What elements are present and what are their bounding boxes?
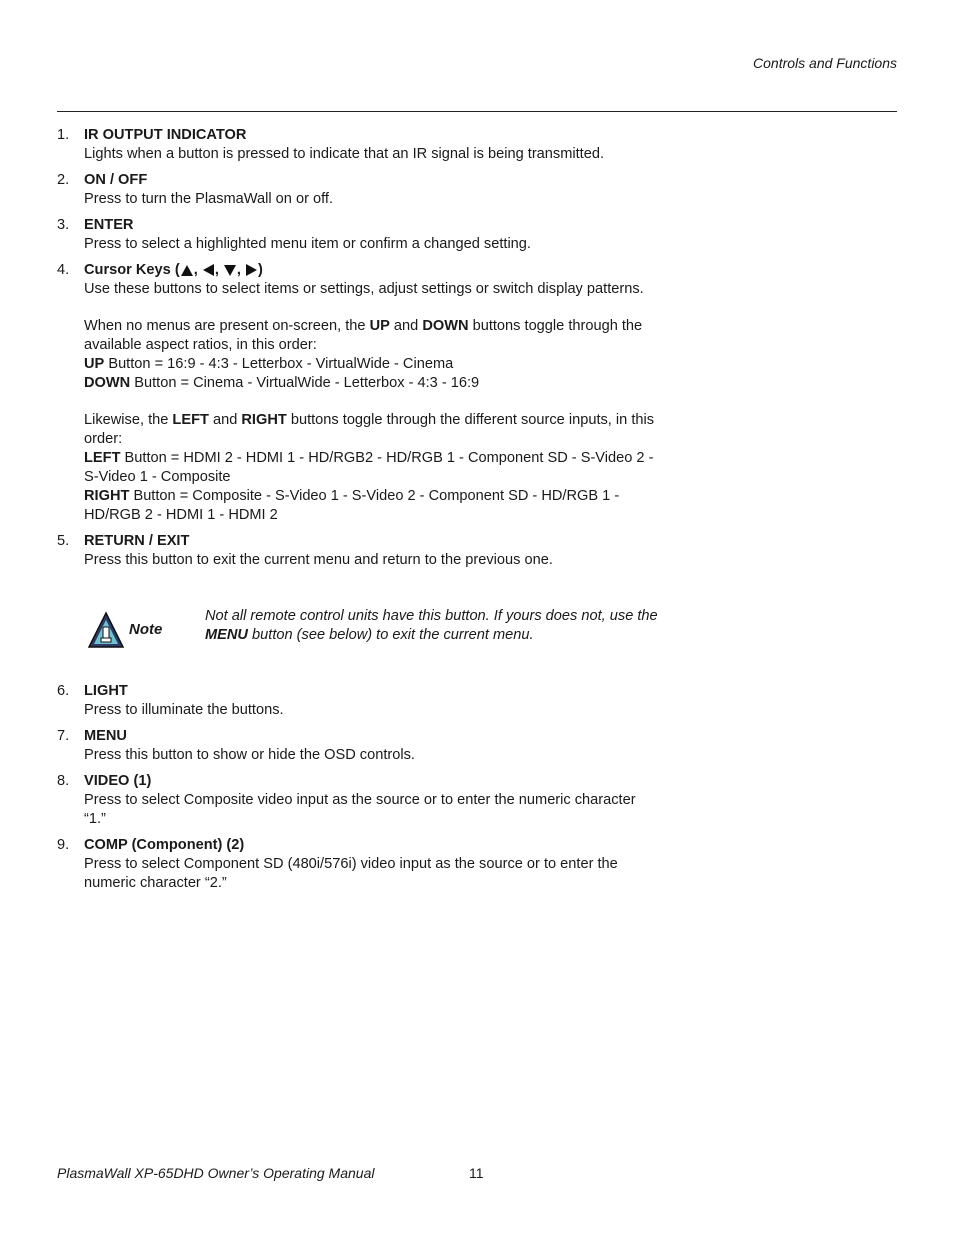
bold-term-menu: MENU — [205, 627, 248, 643]
down-button-sequence — [84, 374, 657, 393]
cursor-title-start: Cursor Keys ( — [84, 262, 180, 278]
item-description: Lights when a button is pressed to indicate that an IR signal is being transmitted. — [84, 146, 605, 162]
item-number: 4. — [57, 262, 70, 278]
item-number: 9. — [57, 837, 70, 853]
source-input-paragraph — [84, 411, 657, 449]
manual-content — [57, 126, 657, 900]
bold-term-up: UP — [369, 318, 390, 334]
text-run: button (see below) to exit the current menu. — [247, 627, 534, 643]
left-button-sequence — [84, 449, 657, 487]
bold-term-left: LEFT — [84, 450, 121, 466]
arrow-left-icon — [203, 264, 214, 276]
cursor-title-separator: , — [214, 262, 223, 278]
item-title: MENU — [84, 728, 127, 744]
text-run: Likewise, the — [84, 412, 173, 428]
text-run: Button = Composite - S-Video 1 - S-Video 2 - Component SD - HD/RGB 1 - HD/RGB 2 - HDMI 1 - HDMI 2 — [84, 488, 620, 523]
item-description: Press to turn the PlasmaWall on or off. — [84, 191, 334, 207]
item-description: Press to select Component SD (480i/576i) video input as the source or to enter the numeric character “2.” — [84, 856, 618, 891]
list-item-ir-output — [57, 126, 657, 164]
right-button-sequence — [84, 487, 657, 525]
item-title: LIGHT — [84, 683, 128, 699]
arrow-up-icon — [181, 265, 193, 276]
text-run: and — [208, 412, 242, 428]
item-title — [84, 261, 657, 280]
bold-term-down: DOWN — [84, 375, 131, 391]
text-run: When no menus are present on-screen, the — [84, 318, 370, 334]
note-label: Note — [129, 621, 163, 638]
running-header: Controls and Functions — [753, 55, 897, 71]
item-number: 6. — [57, 683, 70, 699]
text-run: buttons toggle through the available aspect ratios, in this order: — [84, 318, 643, 353]
bold-term-up: UP — [84, 356, 105, 372]
item-number: 2. — [57, 172, 70, 188]
page-number: 11 — [469, 1165, 484, 1181]
item-title: RETURN / EXIT — [84, 533, 190, 549]
text-run: Not all remote control units have this button. If yours does not, use the — [205, 608, 658, 624]
cursor-title-separator: , — [236, 262, 246, 278]
item-title: COMP (Component) (2) — [84, 837, 245, 853]
item-title: ENTER — [84, 217, 134, 233]
header-divider — [57, 111, 897, 112]
item-description: Press to select Composite video input as the source or to enter the numeric character “1.” — [84, 792, 636, 827]
arrow-down-icon — [224, 265, 236, 276]
text-run: Button = 16:9 - 4:3 - Letterbox - VirtualWide - Cinema — [104, 356, 454, 372]
text-run: Button = Cinema - VirtualWide - Letterbox - 4:3 - 16:9 — [130, 375, 480, 391]
item-number: 5. — [57, 533, 70, 549]
note-warning-icon — [87, 611, 125, 649]
note-callout — [57, 607, 657, 653]
list-item-menu — [57, 727, 657, 765]
bold-term-right: RIGHT — [84, 488, 130, 504]
note-text — [205, 607, 665, 645]
item-description: Press this button to exit the current menu and return to the previous one. — [84, 552, 553, 568]
item-description: Press to illuminate the buttons. — [84, 702, 284, 718]
item-title: ON / OFF — [84, 172, 148, 188]
cursor-title-separator: , — [193, 262, 202, 278]
text-run: buttons toggle through the different source inputs, in this order: — [84, 412, 655, 447]
item-description: Press this button to show or hide the OSD controls. — [84, 747, 415, 763]
list-item-component — [57, 836, 657, 893]
up-button-sequence — [84, 355, 657, 374]
item-number: 3. — [57, 217, 70, 233]
item-title: IR OUTPUT INDICATOR — [84, 127, 247, 143]
text-run: and — [389, 318, 423, 334]
item-title: VIDEO (1) — [84, 773, 152, 789]
bold-term-left: LEFT — [172, 412, 209, 428]
item-number: 1. — [57, 127, 70, 143]
list-item-enter — [57, 216, 657, 254]
arrow-right-icon — [246, 264, 257, 276]
item-number: 8. — [57, 773, 70, 789]
item-description: Use these buttons to select items or settings, adjust settings or switch display patterns. — [84, 281, 644, 297]
item-number: 7. — [57, 728, 70, 744]
aspect-ratio-paragraph — [84, 317, 657, 355]
text-run: Button = HDMI 2 - HDMI 1 - HD/RGB2 - HD/RGB 1 - Component SD - S-Video 2 - S-Video 1 - Composite — [84, 450, 654, 485]
bold-term-down: DOWN — [422, 318, 469, 334]
list-item-return-exit — [57, 532, 657, 570]
item-description: Press to select a highlighted menu item or confirm a changed setting. — [84, 236, 531, 252]
list-item-on-off — [57, 171, 657, 209]
cursor-title-end: ) — [258, 262, 263, 278]
list-item-video — [57, 772, 657, 829]
list-item-cursor-keys — [57, 261, 657, 525]
footer-manual-title: PlasmaWall XP-65DHD Owner’s Operating Manual — [57, 1165, 375, 1181]
bold-term-right: RIGHT — [241, 412, 287, 428]
list-item-light — [57, 682, 657, 720]
